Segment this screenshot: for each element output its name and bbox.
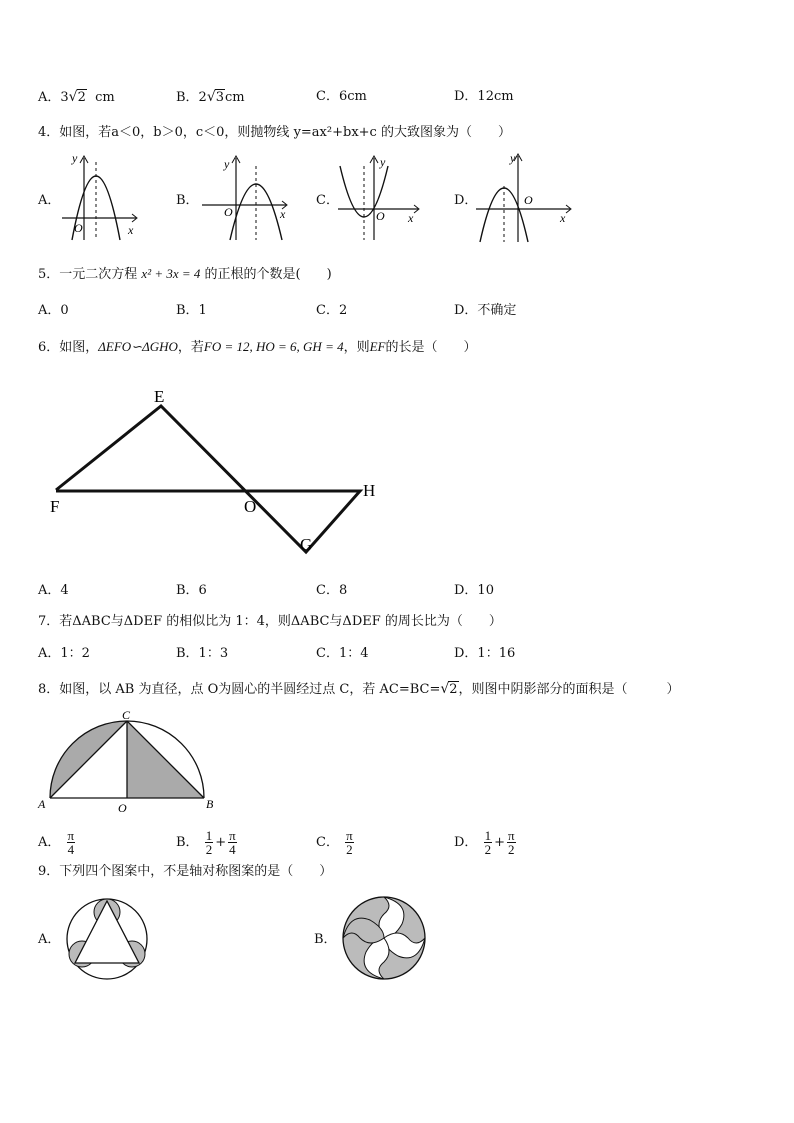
q9-figure-b: [340, 894, 428, 982]
axis-x-label: x: [560, 211, 566, 225]
q5-stem: 5．一元二次方程 x² + 3x = 4 的正根的个数是( ): [38, 266, 332, 282]
point-e-label: E: [154, 387, 165, 406]
q5-option-d: D．不确定: [454, 303, 517, 318]
q4-stem: 4．如图，若a＜0，b＞0，c＜0，则抛物线 y=ax²+bx+c 的大致图象为（ ）: [38, 125, 511, 140]
axis-y-label: y: [380, 155, 386, 169]
q3-option-c: C．6cm: [316, 89, 367, 104]
q9-label-b: B．: [314, 932, 337, 947]
q3-option-d: D．12cm: [454, 89, 514, 104]
q5-equation: x² + 3x = 4: [141, 266, 201, 281]
q6-option-c: C．8: [316, 583, 348, 598]
q6-stem: 6．如图，ΔEFO∽ΔGHO，若FO = 12, HO = 6, GH = 4，则EF的长是（ ）: [38, 339, 477, 355]
q5-option-c: C．2: [316, 303, 348, 318]
q9-stem: 9．下列四个图案中，不是轴对称图案的是（ ）: [38, 864, 333, 879]
q8-option-c: C． $\frac{\pi}{2}$: [316, 828, 353, 857]
q9-label-a: A．: [38, 932, 61, 947]
point-o-label: O: [244, 497, 257, 516]
origin-label: O: [74, 221, 83, 235]
q8-figure: [36, 706, 226, 816]
q6-option-a: A．4: [38, 583, 69, 598]
origin-label: O: [376, 209, 385, 223]
q4-label-a: A．: [38, 193, 61, 208]
q5-option-a: A．0: [38, 303, 69, 318]
q4-label-b: B．: [176, 193, 199, 208]
q6-figure: [40, 380, 400, 560]
axis-x-label: x: [408, 211, 414, 225]
point-f-label: F: [50, 497, 60, 516]
origin-label: O: [524, 193, 533, 207]
point-h-label: H: [363, 481, 376, 500]
axis-y-label: y: [224, 157, 230, 171]
axis-x-label: x: [128, 223, 134, 237]
q7-stem: 7．若ΔABC与ΔDEF 的相似比为 1：4，则ΔABC与ΔDEF 的周长比为（ ）: [38, 614, 502, 629]
point-c-label: C: [122, 708, 131, 722]
q6-option-b: B．6: [176, 583, 207, 598]
q4-graph-a: [60, 152, 140, 242]
q7-option-a: A．1：2: [38, 646, 90, 661]
origin-label: O: [224, 205, 233, 219]
axis-x-label: x: [280, 207, 286, 221]
q7-option-c: C．1：4: [316, 646, 369, 661]
q4-graph-d: [474, 152, 574, 244]
axis-y-label: y: [510, 151, 516, 165]
q7-option-d: D．1：16: [454, 646, 516, 661]
q4-graph-b: [200, 152, 290, 242]
q8-option-d: D． $\frac{1}{2}$ + $\frac{\pi}{2}$: [454, 828, 515, 857]
q3-option-b: B．2√3cm: [176, 89, 245, 105]
q4-label-c: C．: [316, 193, 339, 208]
point-o-label: O: [118, 801, 127, 815]
q5-option-b: B．1: [176, 303, 207, 318]
q8-stem: 8．如图，以 AB 为直径，点 O为圆心的半圆经过点 C，若 AC=BC=√2，则图中阴影部分的面积是（ ）: [38, 681, 680, 697]
q6-option-d: D．10: [454, 583, 494, 598]
q3-option-a: A．3√2 cm: [38, 89, 115, 105]
q8-option-b: B． $\frac{1}{2}$ + $\frac{\pi}{4}$: [176, 828, 236, 857]
point-a-label: A: [38, 797, 46, 811]
point-b-label: B: [206, 797, 214, 811]
axis-y-label: y: [72, 151, 78, 165]
q4-graph-c: [336, 152, 426, 242]
q7-option-b: B．1：3: [176, 646, 229, 661]
point-g-label: G: [300, 535, 313, 554]
q8-option-a: A． $\frac{\pi}{4}$: [38, 828, 75, 857]
q9-figure-a: [64, 896, 150, 982]
q4-label-d: D．: [454, 193, 478, 208]
